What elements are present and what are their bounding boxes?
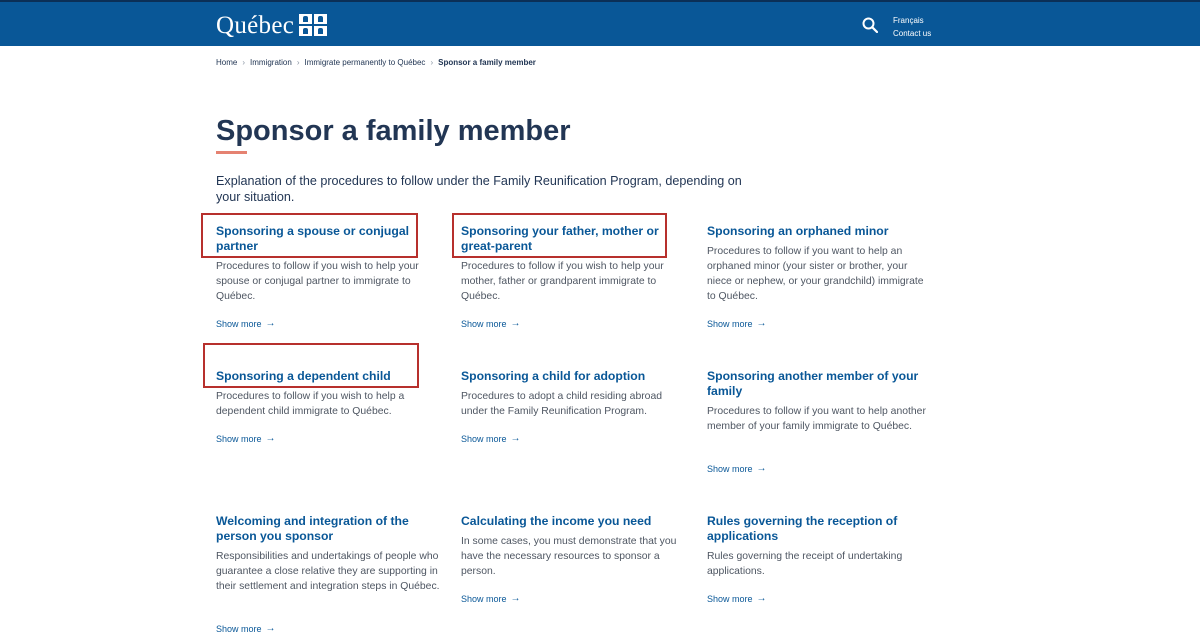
- card-description: Procedures to follow if you wish to help your mother, father or grandparent immigrate to Québec.: [461, 261, 664, 302]
- show-more-link[interactable]: [461, 318, 521, 329]
- fleur-de-lis-flag-icon: [299, 14, 327, 36]
- arrow-right-icon: →: [756, 318, 767, 329]
- show-more-link[interactable]: [216, 433, 276, 444]
- show-more-label: Show more: [216, 318, 262, 329]
- breadcrumb-separator-icon: ›: [242, 58, 246, 67]
- card-welcoming-integration: [216, 514, 441, 594]
- breadcrumb: [216, 58, 536, 67]
- arrow-right-icon: →: [510, 318, 521, 329]
- card-description: Procedures to follow if you want to help another member of your family immigrate to Québec.: [707, 406, 926, 432]
- card-description: Procedures to follow if you wish to help your spouse or conjugal partner to immigrate to Québec.: [216, 261, 419, 302]
- card-title[interactable]: Rules governing the reception of applications: [707, 514, 898, 543]
- show-more-link[interactable]: [216, 623, 276, 634]
- arrow-right-icon: →: [756, 463, 767, 474]
- card-other-member: [707, 369, 932, 434]
- card-title[interactable]: Sponsoring a dependent child: [216, 369, 391, 383]
- show-more-link[interactable]: [707, 463, 767, 474]
- card-title[interactable]: Sponsoring an orphaned minor: [707, 224, 889, 238]
- card-title[interactable]: Sponsoring a child for adoption: [461, 369, 646, 383]
- breadcrumb-separator-icon: ›: [430, 58, 434, 67]
- card-income: [461, 514, 686, 579]
- show-more-link[interactable]: [707, 593, 767, 604]
- logo-text: Québec: [216, 12, 295, 39]
- show-more-link[interactable]: [461, 593, 521, 604]
- contact-link[interactable]: Contact us: [893, 29, 932, 38]
- page-intro: Explanation of the procedures to follow under the Family Reunification Program, depending on your situation.: [216, 174, 742, 204]
- card-description: Procedures to adopt a child residing abroad under the Family Reunification Program.: [461, 391, 663, 417]
- highlight-box: [452, 213, 667, 258]
- arrow-right-icon: →: [756, 593, 767, 604]
- show-more-link[interactable]: [707, 318, 767, 329]
- breadcrumb-separator-icon: ›: [296, 58, 300, 67]
- highlight-box: [201, 213, 418, 258]
- site-header: [0, 0, 1200, 46]
- card-orphaned-minor: [707, 224, 932, 304]
- arrow-right-icon: →: [265, 318, 276, 329]
- show-more-label: Show more: [707, 318, 753, 329]
- card-description: Procedures to follow if you want to help an orphaned minor (your sister or brother, your niece or nephew, or your grandchild) immigrate to Québec.: [707, 246, 924, 302]
- show-more-link[interactable]: [461, 433, 521, 444]
- arrow-right-icon: →: [265, 433, 276, 444]
- card-title[interactable]: Calculating the income you need: [461, 514, 652, 528]
- breadcrumb-immigration[interactable]: Immigration: [250, 58, 292, 67]
- card-title[interactable]: Welcoming and integration of the person you sponsor: [216, 514, 409, 543]
- arrow-right-icon: →: [265, 623, 276, 634]
- show-more-label: Show more: [707, 593, 753, 604]
- show-more-label: Show more: [216, 623, 262, 634]
- card-description: Procedures to follow if you wish to help a dependent child immigrate to Québec.: [216, 391, 405, 417]
- card-title[interactable]: Sponsoring a spouse or conjugal partner: [216, 224, 409, 253]
- title-underline: [216, 151, 247, 154]
- show-more-label: Show more: [461, 433, 507, 444]
- card-description: Rules governing the receipt of undertaking applications.: [707, 551, 903, 577]
- card-rules-reception: [707, 514, 932, 579]
- quebec-logo[interactable]: [216, 11, 327, 41]
- highlight-box: [203, 343, 419, 388]
- arrow-right-icon: →: [510, 593, 521, 604]
- card-description: Responsibilities and undertakings of people who guarantee a close relative they are supporting in their settlement and integration steps in Québec.: [216, 551, 440, 592]
- header-links: [893, 14, 931, 40]
- card-adoption: [461, 369, 686, 419]
- show-more-label: Show more: [461, 593, 507, 604]
- breadcrumb-home[interactable]: Home: [216, 58, 238, 67]
- card-description: In some cases, you must demonstrate that you have the necessary resources to sponsor a person.: [461, 536, 677, 577]
- show-more-link[interactable]: [216, 318, 276, 329]
- language-link[interactable]: Français: [893, 16, 924, 25]
- arrow-right-icon: →: [510, 433, 521, 444]
- show-more-label: Show more: [707, 463, 753, 474]
- show-more-label: Show more: [461, 318, 507, 329]
- breadcrumb-current: Sponsor a family member: [438, 58, 536, 67]
- search-icon[interactable]: [862, 17, 878, 33]
- breadcrumb-immigrate-permanently[interactable]: Immigrate permanently to Québec: [304, 58, 426, 67]
- card-title[interactable]: Sponsoring another member of your family: [707, 369, 919, 398]
- show-more-label: Show more: [216, 433, 262, 444]
- card-title[interactable]: Sponsoring your father, mother or great-parent: [461, 224, 659, 253]
- page-title: Sponsor a family member: [216, 115, 571, 147]
